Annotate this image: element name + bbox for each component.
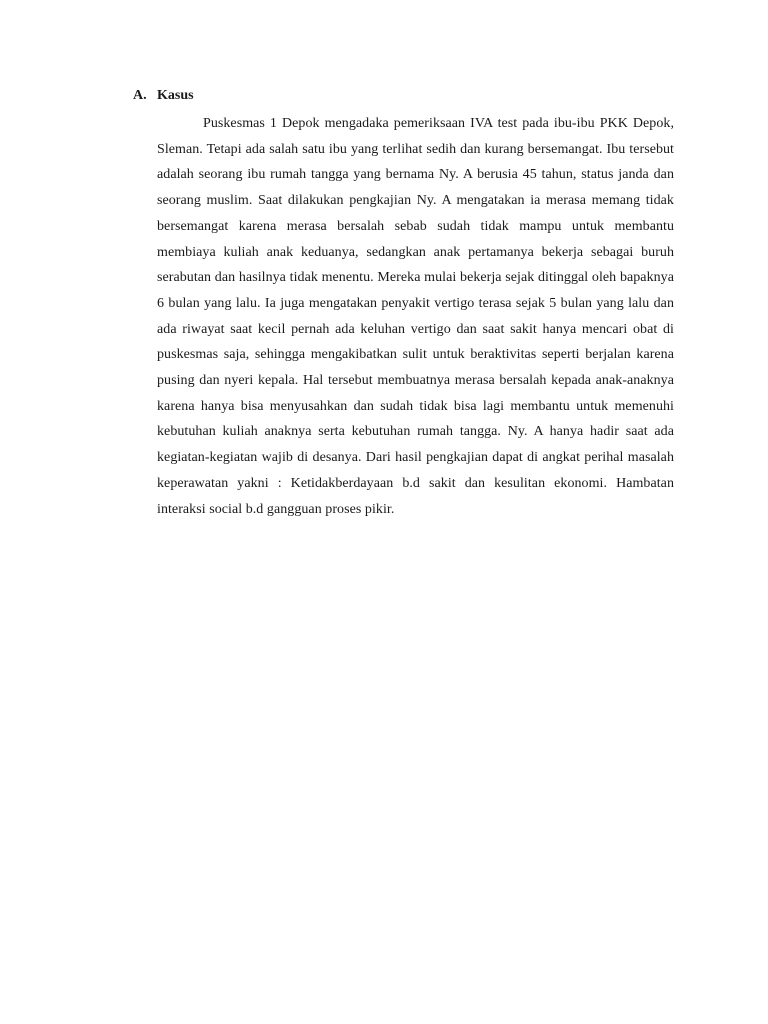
section-title: Kasus xyxy=(157,88,194,103)
section-heading xyxy=(133,86,194,106)
section-marker: A. xyxy=(133,88,147,103)
case-paragraph: Puskesmas 1 Depok mengadaka pemeriksaan IVA test pada ibu-ibu PKK Depok, Sleman. Tetapi ada salah satu ibu yang terlihat sedih dan kurang bersemangat. Ibu tersebut adalah seorang ibu rumah tangga yang bernama Ny. A berusia 45 tahun, status janda dan seorang muslim. Saat dilakukan pengkajian Ny. A mengatakan ia merasa memang tidak bersemangat karena merasa bersalah sebab sudah tidak mampu untuk membantu membiaya kuliah anak keduanya, sedangkan anak pertamanya bekerja sebagai buruh serabutan dan hasilnya tidak menentu. Mereka mulai bekerja sejak ditinggal oleh bapaknya 6 bulan yang lalu. Ia juga mengatakan penyakit vertigo terasa sejak 5 bulan yang lalu dan ada riwayat saat kecil pernah ada keluhan vertigo dan saat sakit hanya mencari obat di puskesmas saja, sehingga mengakibatkan sulit untuk beraktivitas seperti berjalan karena pusing dan nyeri kepala. Hal tersebut membuatnya merasa bersalah kepada anak-anaknya karena hanya bisa menyusahkan dan sudah tidak bisa lagi membantu untuk memenuhi kebutuhan kuliah anaknya serta kebutuhan rumah tangga. Ny. A hanya hadir saat ada kegiatan-kegiatan wajib di desanya. Dari hasil pengkajian dapat di angkat perihal masalah keperawatan yakni : Ketidakberdayaan b.d sakit dan kesulitan ekonomi. Hambatan interaksi social b.d gangguan proses pikir. xyxy=(157,116,674,517)
